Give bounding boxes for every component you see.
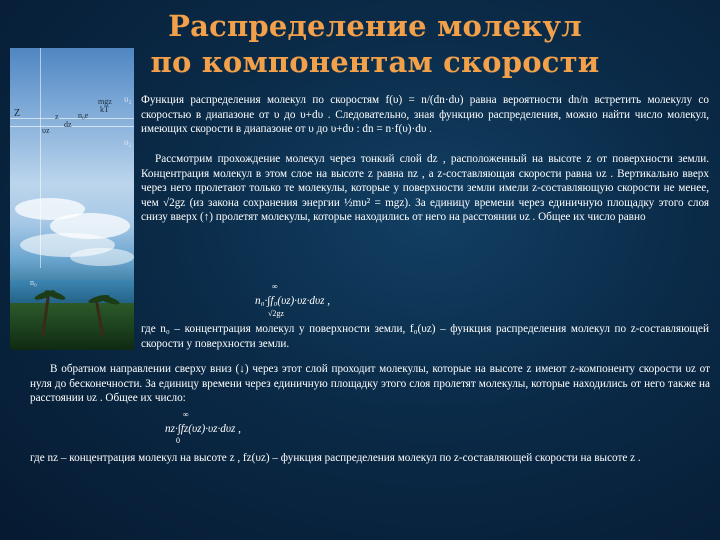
layer-line <box>10 118 134 119</box>
formula1-upper-limit: ∞ <box>272 282 278 291</box>
title-line-1: Распределение молекул <box>168 9 582 43</box>
formula1-body: n₀·∫f₀(υz)·υz·dυz , <box>255 295 331 307</box>
label-Z: Z <box>14 108 21 119</box>
label-v-bottom: υ₂ <box>124 137 132 147</box>
cloud-shape <box>70 248 134 266</box>
page-title <box>150 8 600 80</box>
paragraph-n0-definition: где n₀ – концентрация молекул у поверхности земли, f₀(υz) – функция распределения молекул по z-составляющей скорости у поверхности земли. <box>141 323 709 350</box>
paragraph-thin-layer: Рассмотрим прохождение молекул через тонкий слой dz , расположенный на высоте z от поверхности земли. Концентрация молекул в этом слое на высоте z равна nz , а z-составляющая скорости равна υz . Вертикально вверх через него пролетают только те молекулы, которые у поверхности земли имели z-составляющую скорости не менее, чем √2gz (из закона сохранения энергии ½mυ² = mgz). За единицу времени через единичную площадку этого слоя снизу вверх (↑) пролетят молекулы, которые находились от него на расстоянии υz . Общее их число равно <box>141 153 709 224</box>
paragraph-downward-flow: В обратном направлении сверху вниз (↓) через этот слой проходит молекулы, которые на высоте z имеют z-компоненту скорости υz от нуля до бесконечности. За единицу времени через единичную площадку этого слоя пролетят молекулы, которые находились от него также на расстоянии υz . Общее их число: <box>30 363 710 405</box>
label-dz: dz <box>64 120 72 129</box>
illustration-photo <box>10 48 134 350</box>
land-shape <box>10 303 134 350</box>
label-kT: kT <box>100 105 109 114</box>
formula1-lower-limit: √2gz <box>268 309 284 318</box>
label-v-top: υ₂ <box>124 94 132 104</box>
paragraph-nz-definition: где nz – концентрация молекул на высоте z , fz(υz) – функция распределения молекул по z-составляющей скорости на высоте z . <box>30 452 641 464</box>
paragraph-distribution-function: Функция распределения молекул по скоростям f(υ) = n/(dn·dυ) равна вероятности dn/n встретить молекулу со скоростью в диапазоне от υ до υ+dυ . Следовательно, зная функцию распределения, можно найти число молекул, имеющих скорости в диапазоне от υ до υ+dυ : dn = n·f(υ)·dυ . <box>141 94 709 136</box>
label-n0: n₀ <box>30 278 37 287</box>
formula2-lower-limit: 0 <box>176 436 180 445</box>
label-n0e: n₀e <box>78 111 89 120</box>
label-z: z <box>55 112 59 121</box>
title-line-2: по компонентам скорости <box>150 45 600 79</box>
label-vz: υz <box>42 126 50 135</box>
height-axis <box>40 48 41 268</box>
formula2-body: nz·∫fz(υz)·υz·dυz , <box>165 423 241 435</box>
label-mgz: mgz <box>98 97 112 106</box>
formula2-upper-limit: ∞ <box>183 410 189 419</box>
layer-line <box>10 126 134 127</box>
